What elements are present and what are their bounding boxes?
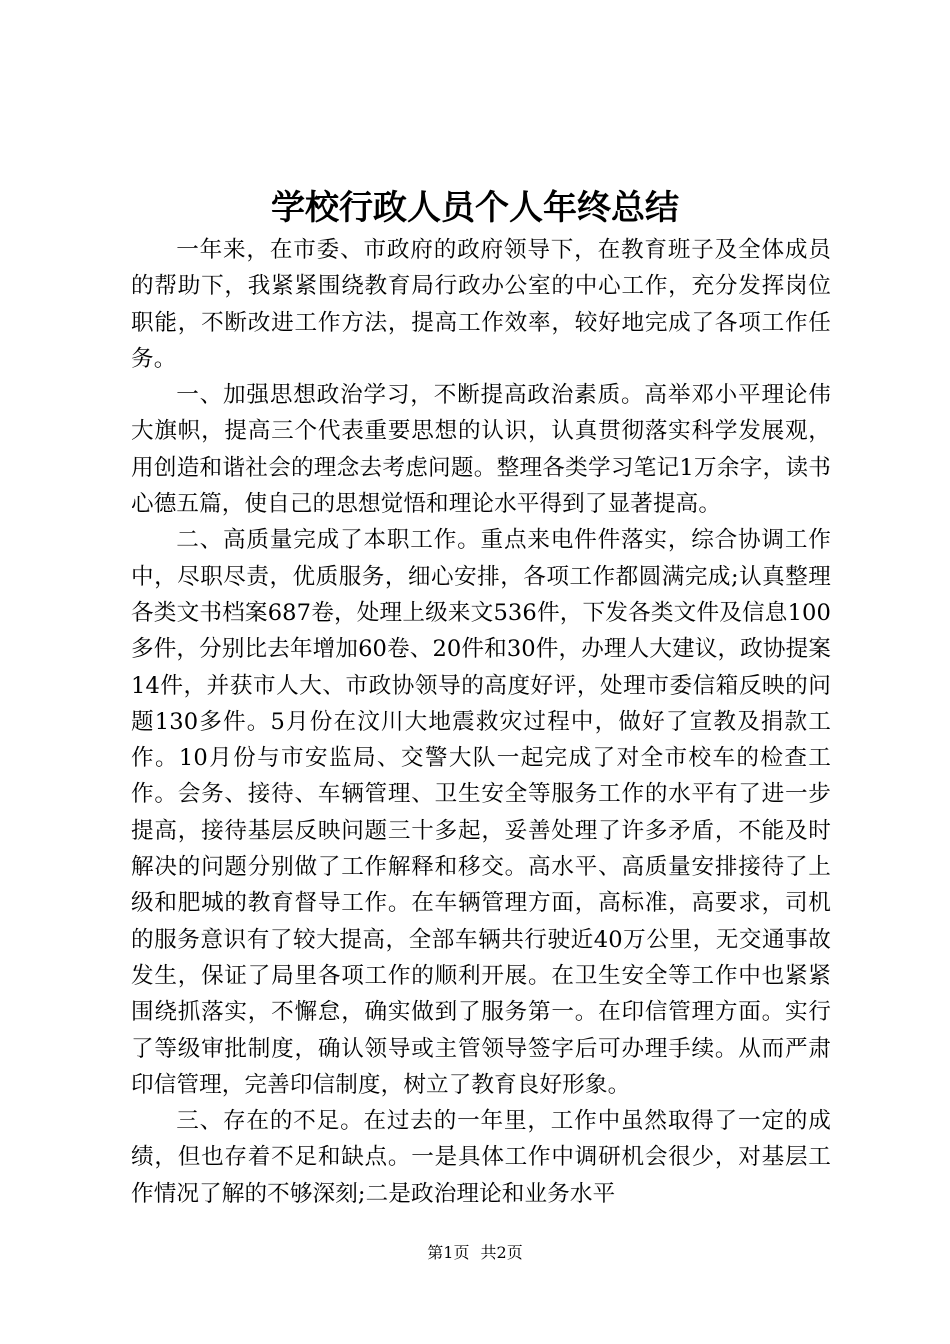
paragraph-intro: 一年来，在市委、市政府的政府领导下，在教育班子及全体成员的帮助下，我紧紧围绕教育局行政办公室的中心工作，充分发挥岗位职能，不断改进工作方法，提高工作效率，较好地完成了各项工作任务。 [131, 237, 831, 372]
paragraph-section-1: 一、加强思想政治学习，不断提高政治素质。高举邓小平理论伟大旗帜，提高三个代表重要思想的认识，认真贯彻落实科学发展观，用创造和谐社会的理念去考虑问题。整理各类学习笔记1万余字，读书心德五篇，使自己的思想觉悟和理论水平得到了显著提高。 [131, 382, 831, 518]
paragraph-section-3: 三、存在的不足。在过去的一年里，工作中虽然取得了一定的成绩，但也存着不足和缺点。一是具体工作中调研机会很少，对基层工作情况了解的不够深刻;二是政治理论和业务水平 [131, 1108, 831, 1207]
paragraph-section-2: 二、高质量完成了本职工作。重点来电件件落实，综合协调工作中，尽职尽责，优质服务，细心安排，各项工作都圆满完成;认真整理各类文书档案687卷，处理上级来文536件，下发各类文件及信息100多件，分别比去年增加60卷、20件和30件，办理人大建议，政协提案14件，并获市人大、市政协领导的高度好评，处理市委信箱反映的问题130多件。5月份在汶川大地震救灾过程中，做好了宣教及捐款工作。10月份与市安监局、交警大队一起完成了对全市校车的检查工作。会务、接待、车辆管理、卫生安全等服务工作的水平有了进一步提高，接待基层反映问题三十多起，妥善处理了许多矛盾，不能及时解决的问题分别做了工作解释和移交。高水平、高质量安排接待了上级和肥城的教育督导工作。在车辆管理方面，高标准，高要求，司机的服务意识有了较大提高，全部车辆共行驶近40万公里，无交通事故发生，保证了局里各项工作的顺利开展。在卫生安全等工作中也紧紧围绕抓落实，不懈怠，确实做到了服务第一。在印信管理方面。实行了等级审批制度，确认领导或主管领导签字后可办理手续。从而严肃印信管理，完善印信制度，树立了教育良好形象。 [131, 527, 831, 1098]
page-total: 共2页 [480, 1243, 523, 1262]
page-number: 第1页 [427, 1243, 470, 1262]
document-body [131, 232, 831, 1212]
page-footer [0, 1241, 950, 1265]
document-title: 学校行政人员个人年终总结 [271, 188, 679, 228]
